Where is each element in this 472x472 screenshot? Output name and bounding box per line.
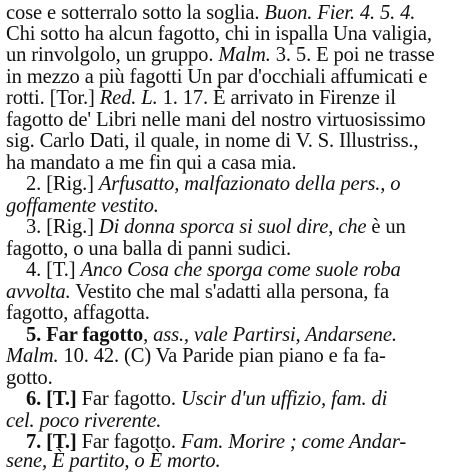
text-line-2	[6, 23, 432, 45]
text-span: 10. 42. (C) Va Paride pian piano e fa fa-	[63, 345, 386, 367]
text-line-6	[6, 109, 426, 131]
definition: Arfusatto, malfazionato della pers.	[98, 173, 381, 195]
text-span: è un	[371, 216, 406, 238]
text-span: 3. 5. E poi ne trasse	[275, 44, 435, 66]
citation: Buon. Fier.	[264, 2, 355, 24]
text-line-12	[6, 238, 291, 260]
definition: Anco Cosa che sporga come suole roba	[80, 259, 401, 281]
definition: cel. poco riverente.	[6, 410, 162, 432]
text-line-4	[6, 66, 427, 88]
text-line-10	[6, 195, 159, 217]
sense-4-line	[26, 259, 401, 281]
sense-5-line	[26, 324, 397, 346]
sense-number: 7. [T.]	[26, 431, 77, 453]
text-span: ha mandato a me fin qui a casa mia.	[6, 152, 297, 174]
text-line-8	[6, 152, 296, 174]
text-span: fagotto de' Libri nelle mani del nostro virtuosissimo	[6, 109, 426, 131]
phrase: Far fagotto.	[81, 431, 176, 453]
text-span: fagotto, affagotta.	[6, 302, 150, 324]
sense-2-line	[26, 173, 400, 195]
text-span: Chi sotto ha alcun fagotto, chi in ispalla Una valigia,	[6, 23, 432, 45]
text-span: fagotto, o una balla di panni sudici.	[6, 238, 291, 260]
text-line-3	[6, 44, 435, 66]
sense-3-line	[26, 216, 406, 238]
text-span: sig. Carlo Dati, il quale, in nome di V. S. Illustriss.,	[6, 130, 419, 152]
text-span: cose e sotterralo sotto la soglia.	[6, 2, 260, 24]
phrase: Far fagotto	[46, 324, 144, 346]
citation: Malm.	[218, 44, 271, 66]
text-span: un rinvolgolo, un gruppo.	[6, 44, 214, 66]
sense-6-line	[26, 388, 387, 410]
definition: goffamente vestito.	[6, 195, 159, 217]
definition: Uscir d'un uffizio, fam. di	[180, 388, 388, 410]
text-line-20	[6, 410, 161, 432]
citation-ref: 4. 5. 4.	[359, 2, 416, 24]
text-span: gotto.	[6, 367, 53, 389]
definition: Fam. Morire ; come Andar-	[180, 431, 407, 453]
text-line-15	[6, 302, 150, 324]
sense-number: 4. [T.]	[26, 259, 76, 281]
definition: ass., vale Partirsi, Andarsene.	[153, 324, 397, 346]
sense-number: 5.	[26, 324, 42, 346]
text-span: ,	[143, 324, 149, 346]
definition: , o	[380, 173, 401, 195]
citation: Red. L.	[99, 87, 158, 109]
citation: Malm.	[6, 345, 59, 367]
text-span: 1. 17. È arrivato in Firenze il	[162, 87, 396, 109]
text-line-5	[6, 87, 396, 109]
sense-number: 6. [T.]	[26, 388, 77, 410]
text-line-17	[6, 345, 386, 367]
definition: avvolta.	[6, 281, 71, 303]
text-line-1	[6, 2, 415, 24]
text-line-7	[6, 130, 418, 152]
text-span: Vestito che mal s'adatti alla persona, fa	[75, 281, 390, 303]
phrase: Far fagotto.	[81, 388, 176, 410]
text-line-14	[6, 281, 389, 303]
sense-number: 2. [Rig.]	[26, 173, 94, 195]
text-span: in mezzo a più fagotti Un par d'occhiali affumicati e	[6, 66, 428, 88]
definition: Di donna sporca si suol dire, che	[98, 216, 367, 238]
sense-number: 3. [Rig.]	[26, 216, 94, 238]
text-line-18	[6, 367, 53, 389]
definition: sene, È partito, o È morto.	[6, 450, 221, 472]
text-span: rotti. [Tor.]	[6, 87, 95, 109]
